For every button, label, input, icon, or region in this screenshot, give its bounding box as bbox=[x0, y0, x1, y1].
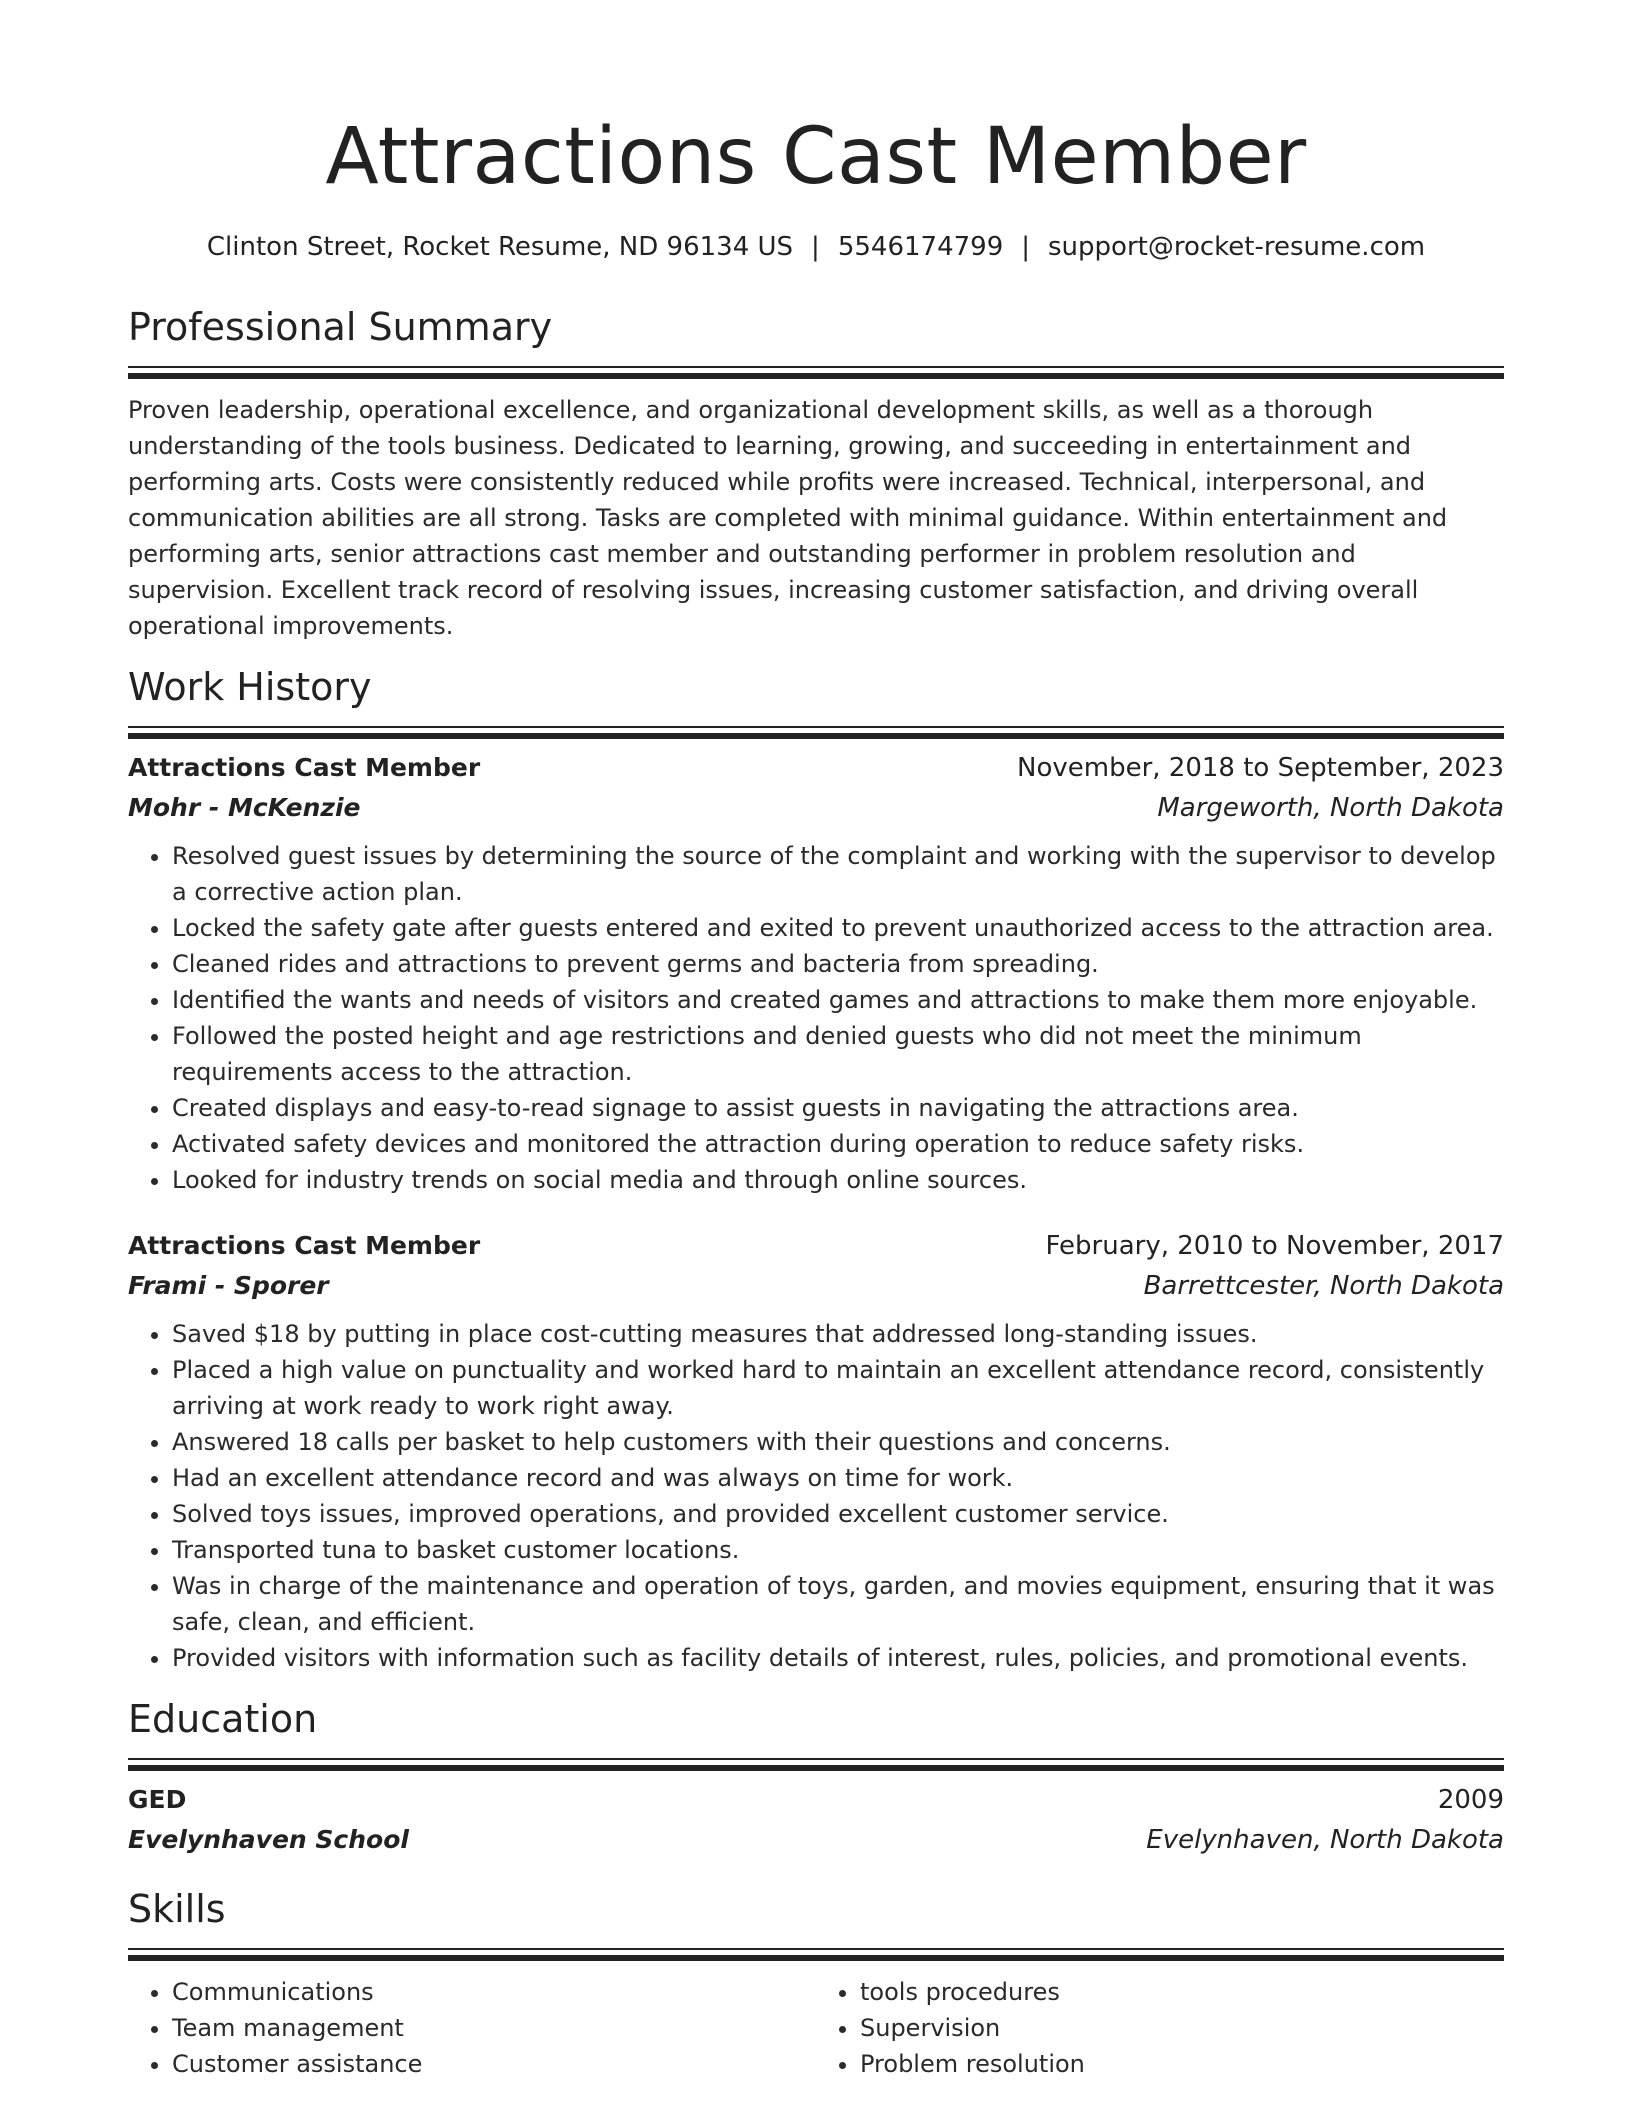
section-title-education: Education bbox=[128, 1697, 318, 1741]
section-divider bbox=[128, 366, 1504, 378]
list-item: • Cleaned rides and attractions to prevent germs and bacteria from spreading. bbox=[172, 946, 1504, 982]
list-item: • Activated safety devices and monitored the attraction during operation to reduce safety risks. bbox=[172, 1126, 1504, 1162]
list-item: • Identified the wants and needs of visitors and created games and attractions to make them more enjoyable. bbox=[172, 982, 1504, 1018]
job-company: Mohr - McKenzie bbox=[128, 793, 361, 822]
education-school-row bbox=[128, 1820, 1504, 1860]
job-dates: November, 2018 to September, 2023 bbox=[1017, 753, 1504, 783]
job-company-row bbox=[128, 788, 1504, 828]
contact-phone: 5546174799 bbox=[837, 232, 1004, 262]
list-item: • Had an excellent attendance record and was always on time for work. bbox=[172, 1460, 1504, 1496]
section-divider bbox=[128, 726, 1504, 738]
list-item: • Placed a high value on punctuality and worked hard to maintain an excellent attendance record, consistently arriving at work ready to work right away. bbox=[172, 1352, 1504, 1424]
job-company: Frami - Sporer bbox=[128, 1271, 329, 1300]
list-item: • Followed the posted height and age restrictions and denied guests who did not meet the minimum requirements access to the attraction. bbox=[172, 1018, 1504, 1090]
list-item: • tools procedures bbox=[860, 1974, 1504, 2010]
section-title-summary: Professional Summary bbox=[128, 305, 553, 349]
education-entry bbox=[128, 1780, 1504, 1860]
education-degree: GED bbox=[128, 1785, 187, 1814]
resume-name: Attractions Cast Member bbox=[325, 112, 1307, 202]
list-item: • Supervision bbox=[860, 2010, 1504, 2046]
list-item: • Provided visitors with information such as facility details of interest, rules, policies, and promotional events. bbox=[172, 1640, 1504, 1676]
skills-list-right bbox=[816, 1974, 1504, 2082]
skills-section bbox=[128, 1887, 1504, 2082]
education-year: 2009 bbox=[1437, 1785, 1504, 1815]
list-item: • Saved $18 by putting in place cost-cutting measures that addressed long-standing issues. bbox=[172, 1316, 1504, 1352]
contact-separator: | bbox=[1021, 232, 1030, 262]
summary-text: Proven leadership, operational excellence, and organizational development skills, as well as a thorough understanding of the tools business. Dedicated to learning, growing, and succeeding in entertainment and performing arts. Costs were consistently reduced while profits were increased. Technical, interpersonal, and communication abilities are all strong. Tasks are completed with minimal guidance. Within entertainment and performing arts, senior attractions cast member and outstanding performer in problem resolution and supervision. Excellent track record of resolving issues, increasing customer satisfaction, and driving overall operational improvements. bbox=[128, 396, 1448, 640]
list-item: • Locked the safety gate after guests entered and exited to prevent unauthorized access to the attraction area. bbox=[172, 910, 1504, 946]
list-item: • Created displays and easy-to-read signage to assist guests in navigating the attractions area. bbox=[172, 1090, 1504, 1126]
summary-section bbox=[128, 305, 1504, 644]
job-company-row bbox=[128, 1266, 1504, 1306]
list-item: • Was in charge of the maintenance and operation of toys, garden, and movies equipment, ensuring that it was safe, clean, and efficient. bbox=[172, 1568, 1504, 1640]
skills-list-left bbox=[128, 1974, 816, 2082]
education-location: Evelynhaven, North Dakota bbox=[1146, 1825, 1504, 1855]
contact-separator: | bbox=[811, 232, 820, 262]
skills-grid bbox=[128, 1974, 1504, 2082]
education-header-row bbox=[128, 1780, 1504, 1820]
section-divider bbox=[128, 1758, 1504, 1770]
job-bullets bbox=[128, 838, 1504, 1198]
section-title-work: Work History bbox=[128, 665, 372, 709]
work-section bbox=[128, 665, 1504, 1676]
list-item: • Transported tuna to basket customer locations. bbox=[172, 1532, 1504, 1568]
job-title: Attractions Cast Member bbox=[128, 1231, 481, 1260]
contact-email: support@rocket-resume.com bbox=[1048, 232, 1426, 262]
contact-address: Clinton Street, Rocket Resume, ND 96134 US bbox=[206, 232, 794, 262]
job-header-row bbox=[128, 1226, 1504, 1266]
job-header-row bbox=[128, 748, 1504, 788]
list-item: • Communications bbox=[172, 1974, 816, 2010]
job-entry bbox=[128, 1226, 1504, 1676]
list-item: • Answered 18 calls per basket to help customers with their questions and concerns. bbox=[172, 1424, 1504, 1460]
list-item: • Looked for industry trends on social media and through online sources. bbox=[172, 1162, 1504, 1198]
job-entry bbox=[128, 748, 1504, 1198]
list-item: • Resolved guest issues by determining the source of the complaint and working with the supervisor to develop a corrective action plan. bbox=[172, 838, 1504, 910]
list-item: • Team management bbox=[172, 2010, 816, 2046]
job-location: Margeworth, North Dakota bbox=[1157, 793, 1504, 823]
contact-line bbox=[128, 234, 1504, 260]
list-item: • Problem resolution bbox=[860, 2046, 1504, 2082]
section-divider bbox=[128, 1948, 1504, 1960]
job-bullets bbox=[128, 1316, 1504, 1676]
education-school: Evelynhaven School bbox=[128, 1825, 409, 1854]
job-dates: February, 2010 to November, 2017 bbox=[1045, 1231, 1504, 1261]
section-title-skills: Skills bbox=[128, 1887, 226, 1931]
list-item: • Solved toys issues, improved operations, and provided excellent customer service. bbox=[172, 1496, 1504, 1532]
education-section bbox=[128, 1697, 1504, 1860]
job-location: Barrettcester, North Dakota bbox=[1143, 1271, 1504, 1301]
list-item: • Customer assistance bbox=[172, 2046, 816, 2082]
job-title: Attractions Cast Member bbox=[128, 753, 481, 782]
